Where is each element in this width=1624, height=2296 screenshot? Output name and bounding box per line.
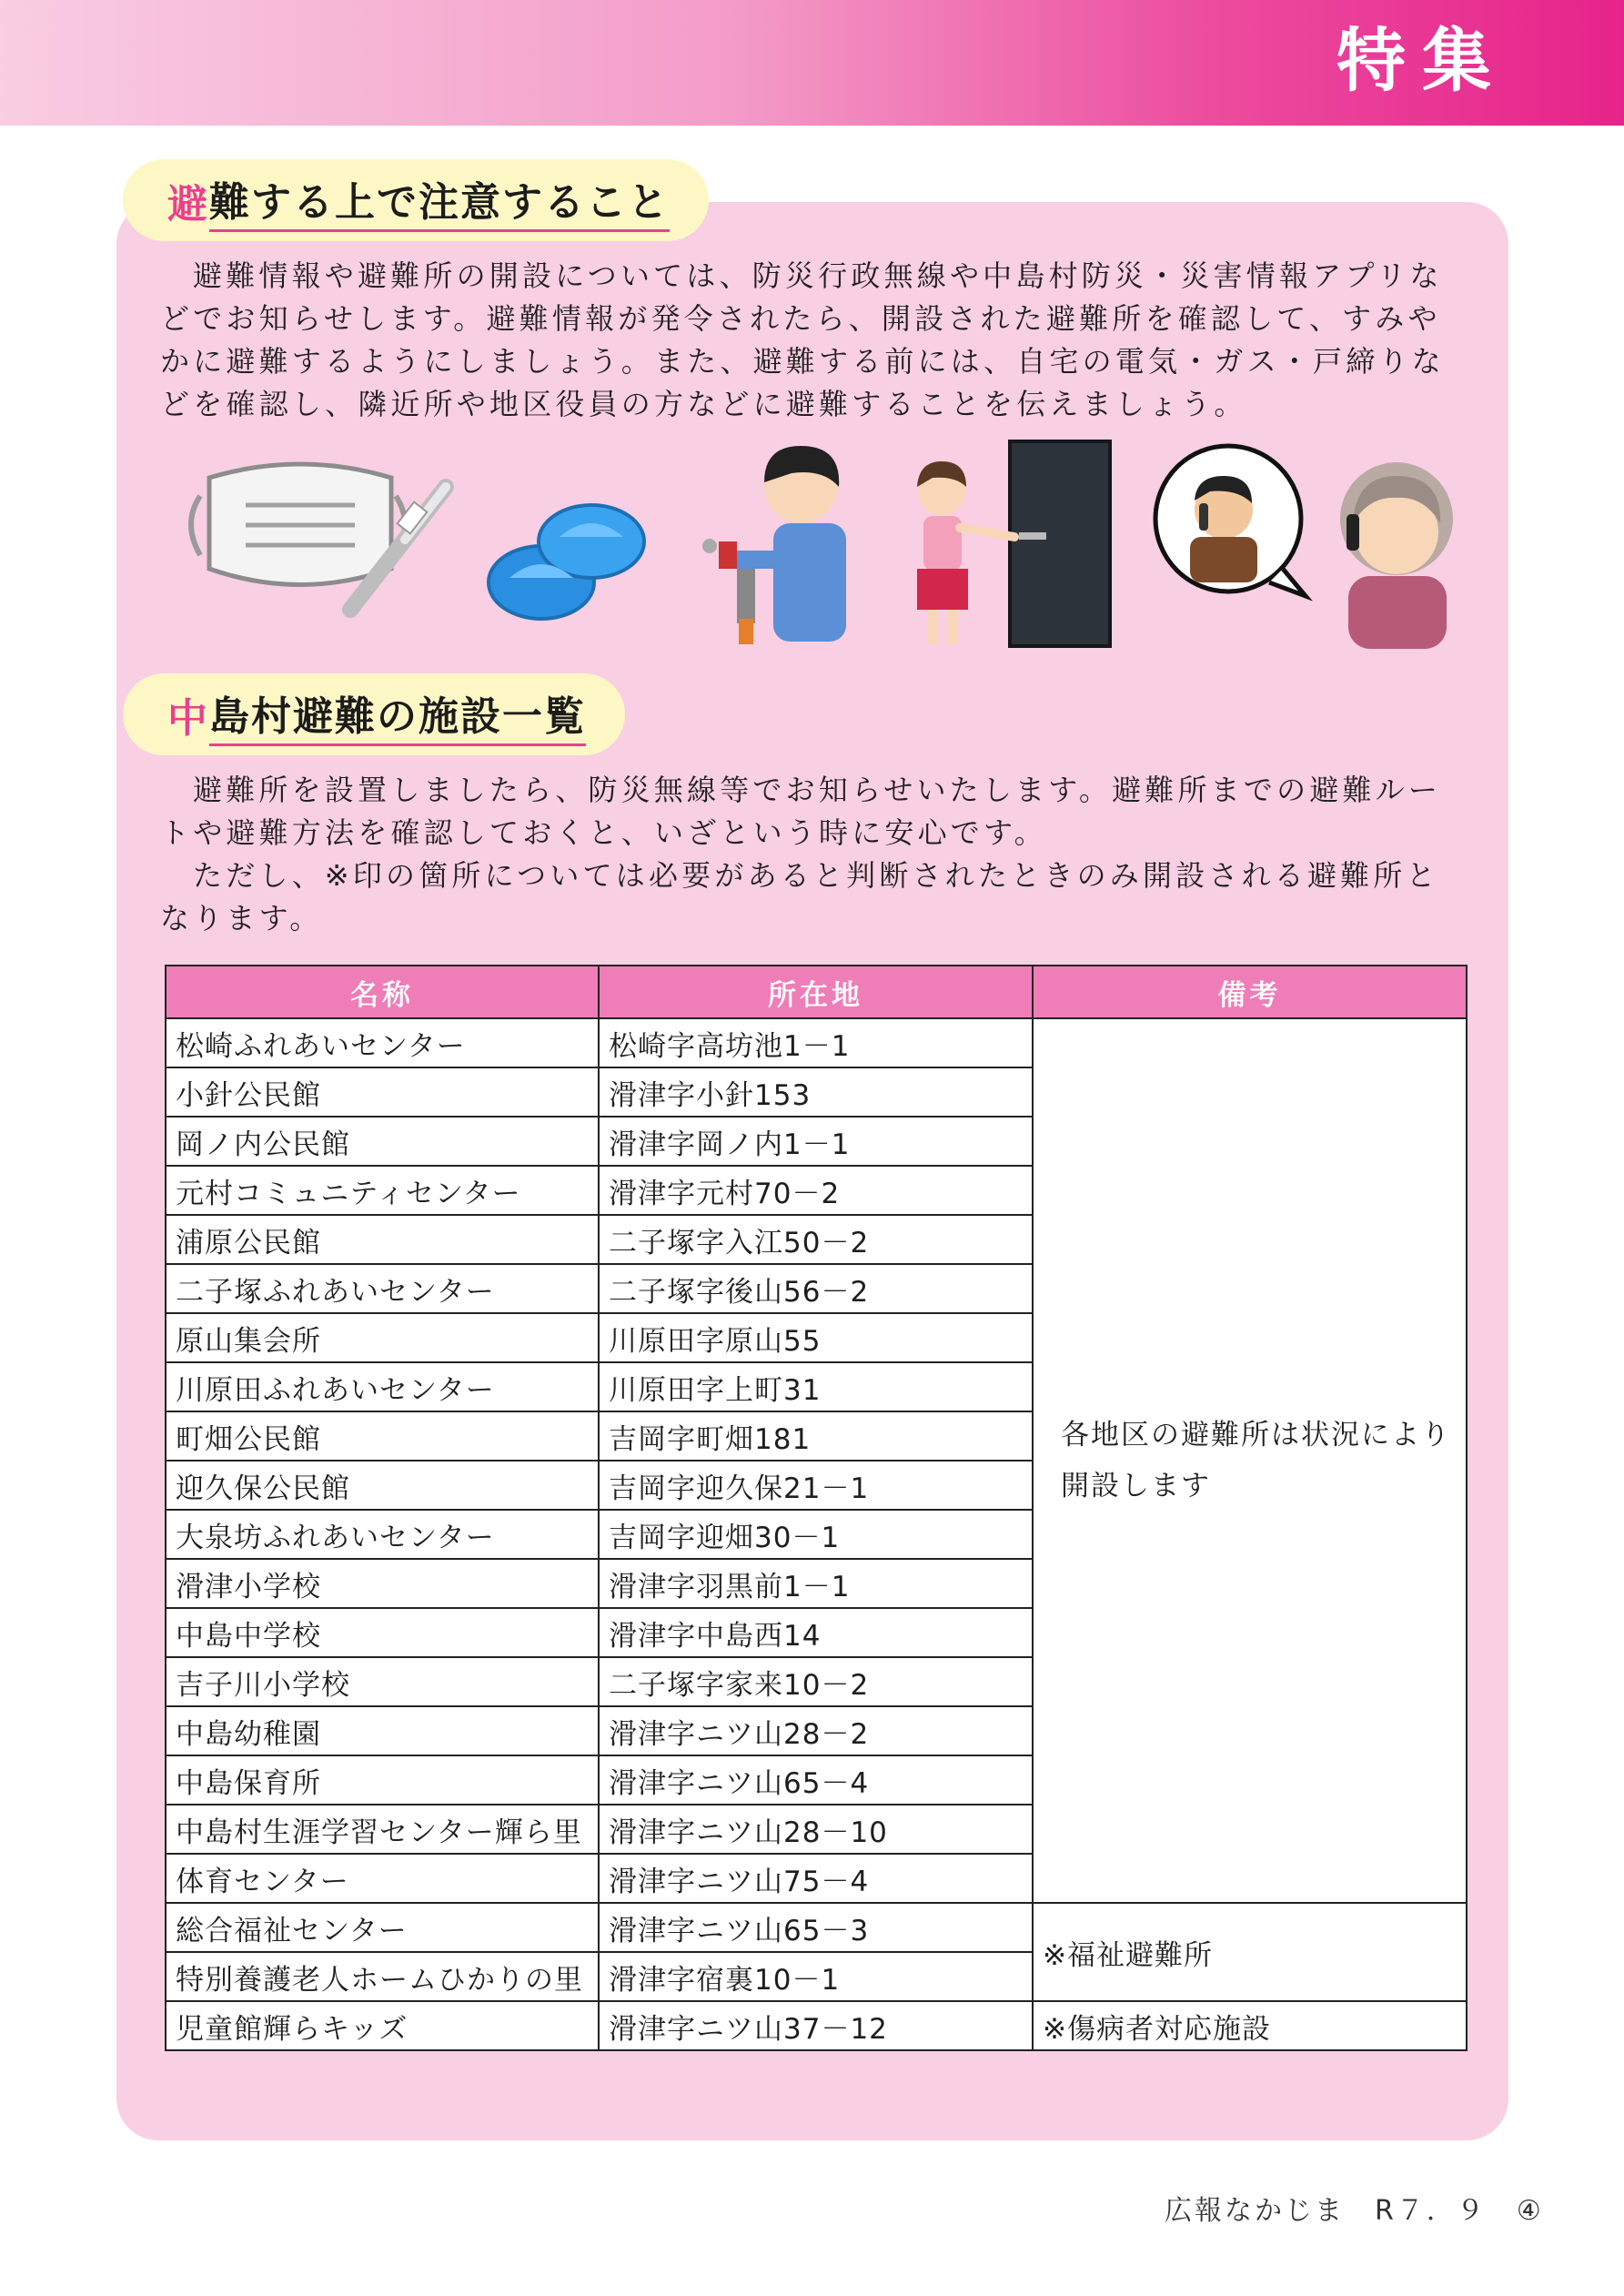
facility-address: 滑津字小針153 <box>599 1067 1033 1117</box>
remarks-general-line2: 開設します <box>1061 1470 1211 1502</box>
evacuation-illustrations <box>173 432 1465 651</box>
table-header-row <box>166 966 1467 1018</box>
facility-name: 総合福祉センター <box>166 1903 599 1952</box>
facility-table-body <box>166 1018 1467 2050</box>
section-heading-facility-list <box>126 676 622 753</box>
table-row <box>166 1018 1467 1067</box>
facility-address: 吉岡字町畑181 <box>599 1411 1033 1461</box>
section-heading-evacuation-notes <box>126 162 706 238</box>
facility-name: 川原田ふれあいセンター <box>166 1362 599 1411</box>
facility-address: 松崎字高坊池1－1 <box>599 1018 1033 1067</box>
facility-name: 滑津小学校 <box>166 1559 599 1608</box>
remarks-welfare: ※福祉避難所 <box>1033 1903 1467 2001</box>
heading-first-char: 中 <box>167 695 209 742</box>
elderly-phone-icon <box>1340 462 1453 649</box>
facility-address: 川原田字原山55 <box>599 1313 1033 1362</box>
facility-address: 滑津字中島西14 <box>599 1608 1033 1657</box>
remarks-general-line1: 各地区の避難所は状況により <box>1061 1419 1451 1451</box>
facility-address: 滑津字ニツ山28－2 <box>599 1706 1033 1755</box>
heading-rest: 難する上で注意すること <box>209 169 670 232</box>
gas-valve-person-icon <box>702 446 846 644</box>
header-remarks: 備考 <box>1033 966 1467 1018</box>
facility-name: 体育センター <box>166 1854 599 1903</box>
facility-address: 滑津字岡ノ内1－1 <box>599 1117 1033 1166</box>
facility-address: 吉岡字迎畑30－1 <box>599 1510 1033 1559</box>
heading-rest: 島村避難の施設一覧 <box>209 683 586 746</box>
table-row <box>166 2001 1467 2050</box>
paragraph-text-1: 避難所を設置しましたら、防災無線等でお知らせいたします。避難所までの避難ルートや避難方法を確認しておくと、いざという時に安心です。 <box>160 773 1442 850</box>
mask-icon <box>191 464 405 585</box>
facility-name: 迎久保公民館 <box>166 1461 599 1510</box>
facility-address: 滑津字元村70－2 <box>599 1166 1033 1215</box>
top-banner <box>0 0 1624 126</box>
facility-address: 滑津字ニツ山28－10 <box>599 1805 1033 1854</box>
page-title: 特集 <box>1337 20 1508 101</box>
facility-name: 元村コミュニティセンター <box>166 1166 599 1215</box>
facility-address: 二子塚字後山56－2 <box>599 1264 1033 1313</box>
facility-name: 中島保育所 <box>166 1755 599 1805</box>
facility-name: 松崎ふれあいセンター <box>166 1018 599 1067</box>
facility-name: 岡ノ内公民館 <box>166 1117 599 1166</box>
facility-address: 滑津字ニツ山37－12 <box>599 2001 1033 2050</box>
facility-address: 二子塚字入江50－2 <box>599 1215 1033 1264</box>
facility-name: 児童館輝らキッズ <box>166 2001 599 2050</box>
facility-address: 二子塚字家来10－2 <box>599 1657 1033 1706</box>
facility-name: 特別養護老人ホームひかりの里 <box>166 1952 599 2001</box>
facility-name: 原山集会所 <box>166 1313 599 1362</box>
header-address: 所在地 <box>599 966 1033 1018</box>
facility-name: 中島幼稚園 <box>166 1706 599 1755</box>
heading-first-char: 避 <box>167 181 209 228</box>
table-row <box>166 1903 1467 1952</box>
facility-name: 中島村生涯学習センター輝ら里 <box>166 1805 599 1854</box>
facility-address: 滑津字ニツ山65－4 <box>599 1755 1033 1805</box>
facility-name: 浦原公民館 <box>166 1215 599 1264</box>
header-name: 名称 <box>166 966 599 1018</box>
facility-address: 吉岡字迎久保21－1 <box>599 1461 1033 1510</box>
facility-name: 小針公民館 <box>166 1067 599 1117</box>
facility-name: 大泉坊ふれあいセンター <box>166 1510 599 1559</box>
evacuation-notes-paragraph <box>160 255 1470 426</box>
paragraph-text-2: ただし、※印の箇所については必要があると判断されたときのみ開設される避難所となります。 <box>160 858 1439 936</box>
remarks-general <box>1033 1018 1467 1903</box>
facility-address: 滑津字ニツ山65－3 <box>599 1903 1033 1952</box>
facility-name: 二子塚ふれあいセンター <box>166 1264 599 1313</box>
phone-bubble-icon <box>1155 446 1306 596</box>
facility-address: 滑津字羽黒前1－1 <box>599 1559 1033 1608</box>
facility-name: 吉子川小学校 <box>166 1657 599 1706</box>
facility-table <box>165 965 1468 2051</box>
remarks-injured: ※傷病者対応施設 <box>1033 2001 1467 2050</box>
facility-address: 滑津字ニツ山75－4 <box>599 1854 1033 1903</box>
door-lock-girl-icon <box>917 441 1110 646</box>
facility-address: 川原田字上町31 <box>599 1362 1033 1411</box>
paragraph-text: 避難情報や避難所の開設については、防災行政無線や中島村防災・災害情報アプリなどでお知らせします。避難情報が発令されたら、開設された避難所を確認して、すみやかに避難するようにしましょう。また、避難する前には、自宅の電気・ガス・戸締りなどを確認し、隣近所や地区役員の方などに避難することを伝えましょう。 <box>160 258 1445 421</box>
facility-list-paragraph <box>160 769 1470 940</box>
page-footer: 広報なかじま R７．９ ④ <box>1165 2195 1544 2227</box>
facility-name: 町畑公民館 <box>166 1411 599 1461</box>
facility-address: 滑津字宿裏10－1 <box>599 1952 1033 2001</box>
slippers-icon <box>489 505 644 619</box>
facility-name: 中島中学校 <box>166 1608 599 1657</box>
